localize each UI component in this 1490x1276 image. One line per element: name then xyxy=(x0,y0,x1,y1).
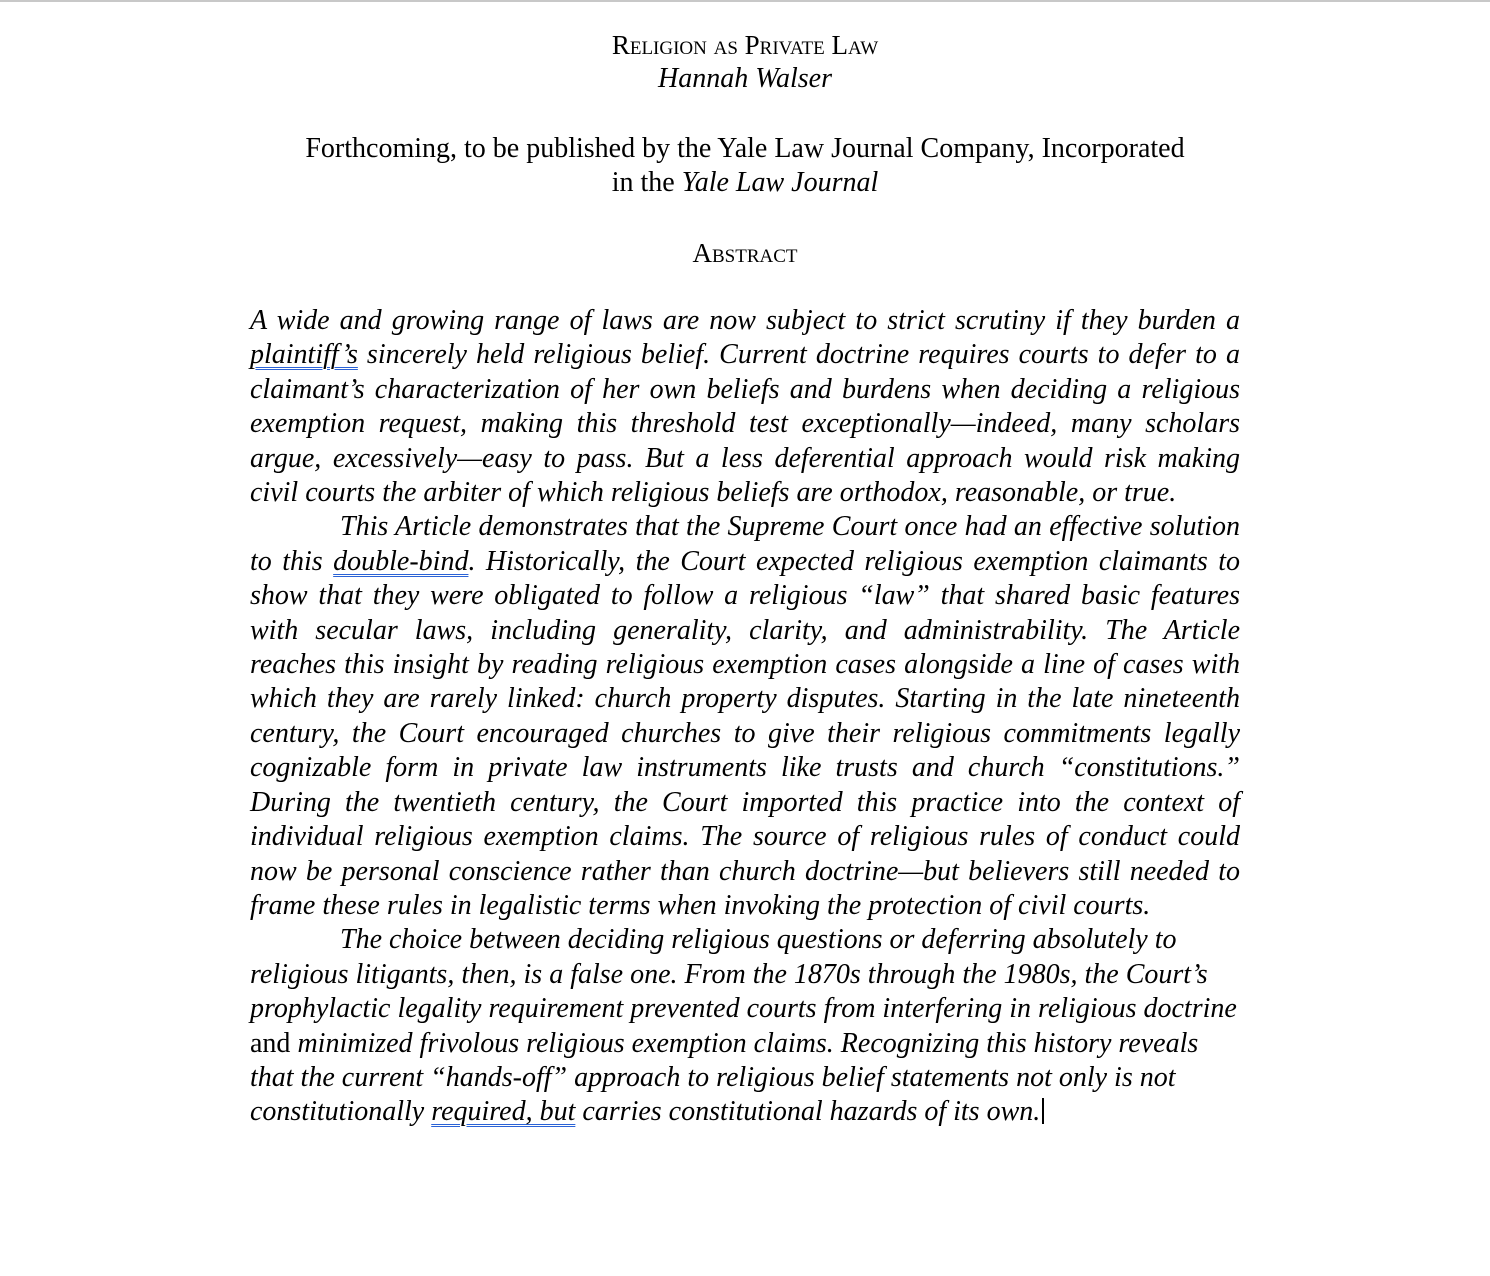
roman-text-segment: and xyxy=(250,1027,298,1059)
author-name: Hannah Walser xyxy=(658,63,832,94)
text-segment: minimized frivolous religious exemption claims. Recognizing this history reveals that the current “hands-off” approach to religious belief statements not only is not constitutionally xyxy=(250,1027,1199,1128)
text-cursor xyxy=(1042,1098,1044,1124)
grammar-flagged-word[interactable]: double-bind xyxy=(333,545,469,577)
abstract-paragraph-3 xyxy=(250,923,1240,1129)
window-top-border xyxy=(0,0,1490,2)
document-title: Religion as Private Law xyxy=(611,30,879,60)
abstract-heading: Abstract xyxy=(692,238,798,268)
text-segment: sincerely held religious belief. Current doctrine requires courts to defer to a claimant’s characterization of her own beliefs and burdens when deciding a religious exemption request, making this threshold test exceptionally—indeed, many scholars argue, excessively—easy to pass. But a less deferential approach would risk making civil courts the arbiter of which religious beliefs are orthodox, reasonable, or true. xyxy=(250,339,1240,509)
text-segment: The choice between deciding religious questions or deferring absolutely to religious litigants, then, is a false one. From the 1870s through the 1980s, the Court’s prophylactic legality requirement prevented courts from interfering in religious doctrine xyxy=(250,924,1237,1025)
abstract-body[interactable] xyxy=(250,304,1240,1130)
grammar-flagged-word[interactable]: plaintiff’s xyxy=(250,339,358,371)
publication-line-1: Forthcoming, to be published by the Yale Law Journal Company, Incorporated xyxy=(305,133,1185,164)
publication-line-2-prefix: in the xyxy=(611,167,682,198)
grammar-flagged-word[interactable]: required, but xyxy=(431,1096,576,1128)
text-segment: carries constitutional hazards of its own. xyxy=(575,1096,1041,1128)
abstract-paragraph-1 xyxy=(250,304,1240,510)
abstract-paragraph-2 xyxy=(250,510,1240,923)
text-segment: This Article demonstrates that the Supreme Court once had an effective solution to this xyxy=(250,511,1240,577)
text-segment: A wide and growing range of laws are now subject to strict scrutiny if they burden a xyxy=(250,305,1240,336)
journal-name: Yale Law Journal xyxy=(681,167,879,198)
text-segment: . Historically, the Court expected religious exemption claimants to show that they were obligated to follow a religious “law” that shared basic features with secular laws, including generality, clarity, and administrability. The Article reaches this insight by reading religious exemption cases alongside a line of cases with which they are rarely linked: church property disputes. Starting in the late nineteenth century, the Court encouraged churches to give their religious commitments legally cognizable form in private law instruments like trusts and church “constitutions.” During the twentieth century, the Court imported this practice into the context of individual religious exemption claims. The source of religious rules of conduct could now be personal conscience rather than church doctrine—but believers still needed to frame these rules in legalistic terms when invoking the protection of civil courts. xyxy=(250,545,1240,921)
document-page[interactable] xyxy=(250,28,1240,1130)
publication-note xyxy=(220,132,1270,200)
